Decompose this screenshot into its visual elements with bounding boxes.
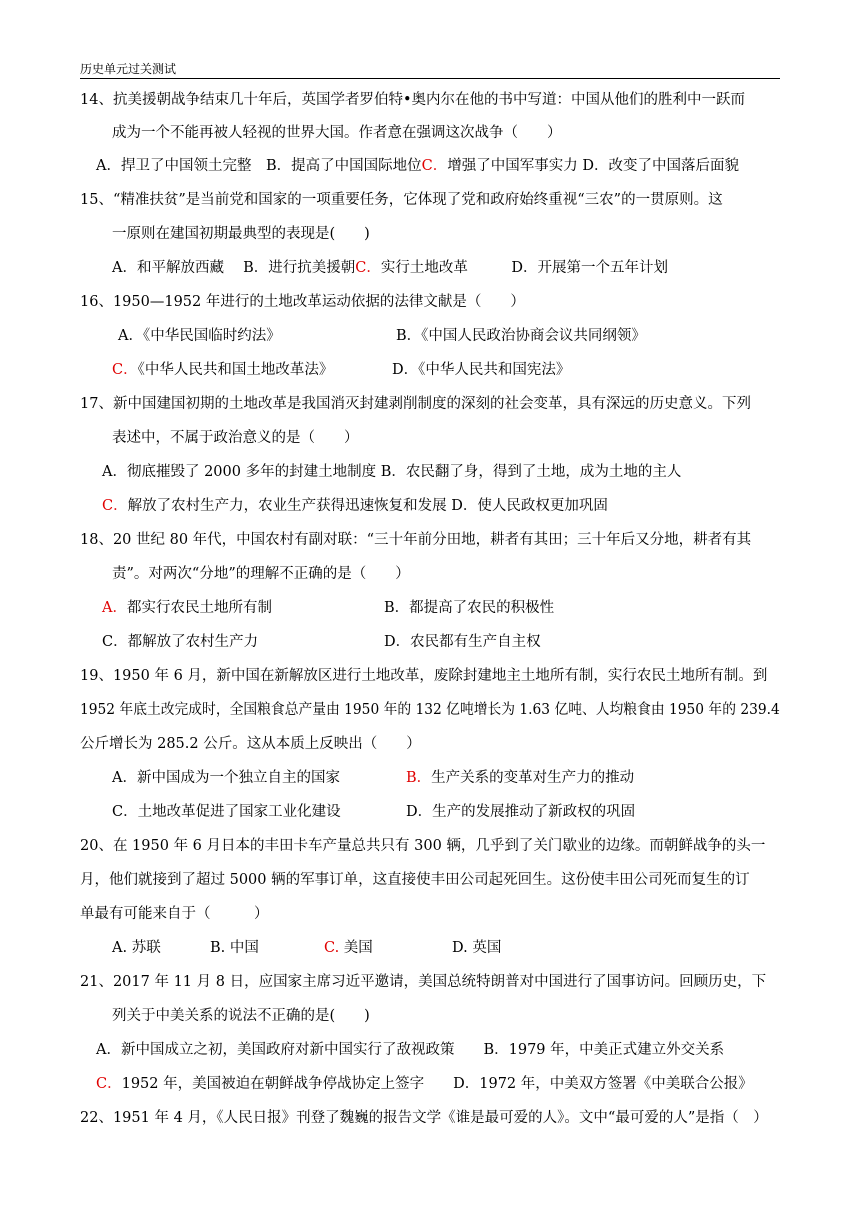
q16-stem: 16、1950—1952 年进行的土地改革运动依据的法律文献是（ ）: [80, 294, 525, 310]
page-header-title: 历史单元过关测试: [80, 62, 177, 76]
q18-option-d: D．农民都有生产自主权: [384, 634, 541, 650]
q15-options: [112, 258, 668, 278]
q20-option-a: A. 苏联: [112, 940, 161, 956]
q20-answer-letter: C.: [324, 940, 340, 956]
q15-options-cd: 实行土地改革 D．开展第一个五年计划: [380, 260, 668, 276]
q17-stem-line-1: 17、新中国建国初期的土地改革是我国消灭封建剥削制度的深刻的社会变革，具有深远的历史意义。下列: [80, 396, 751, 412]
q21-options-ab: A．新中国成立之初，美国政府对新中国实行了敌视政策 B．1979 年，中美正式建立外交关系: [96, 1042, 725, 1058]
q18-option-b: B．都提高了农民的积极性: [384, 600, 555, 616]
q19-stem-line-1: 19、1950 年 6 月，新中国在新解放区进行土地改革，废除封建地主土地所有制，实行农民土地所有制。到: [80, 668, 768, 684]
q14-answer-letter: C．: [421, 158, 448, 174]
q15-answer-letter: C．: [355, 260, 381, 276]
q16-option-d: D．《中华人民共和国宪法》: [392, 362, 571, 378]
q19-option-c: C．土地改革促进了国家工业化建设: [112, 804, 341, 820]
q16-answer-letter: C．: [112, 362, 138, 378]
q19-option-a: A．新中国成为一个独立自主的国家: [112, 770, 340, 786]
q21-stem-line-2: 列关于中美关系的说法不正确的是( ): [112, 1008, 370, 1024]
q14-options: [96, 156, 739, 176]
q20-option-c: [324, 938, 373, 958]
q21-stem-line-1: 21、2017 年 11 月 8 日，应国家主席习近平邀请，美国总统特朗普对中国进行了国事访问。回顾历史，下: [80, 974, 767, 990]
q21-options-cd-text: 1952 年，美国被迫在朝鲜战争停战协定上签字 D．1972 年，中美双方签署《中美联合公报》: [121, 1076, 753, 1092]
q20-option-c-text: 美国: [339, 940, 373, 956]
q17-stem-line-2: 表述中，不属于政治意义的是（ ）: [112, 430, 359, 446]
q19-option-b-text: 生产关系的变革对生产力的推动: [431, 770, 635, 786]
q16-option-a: A．《中华民国临时约法》: [118, 328, 281, 344]
q17-answer-letter: C．: [102, 498, 128, 514]
q21-options-cd: [96, 1074, 753, 1094]
q18-answer-letter: A．: [102, 600, 127, 616]
header-divider: [80, 78, 780, 79]
q21-answer-letter: C．: [96, 1076, 122, 1092]
q14-stem-line-2: 成为一个不能再被人轻视的世界大国。作者意在强调这次战争（ ）: [112, 125, 562, 141]
q14-options-cd: 增强了中国军事实力 D．改变了中国落后面貌: [447, 158, 739, 174]
q17-options-cd-text: 解放了农村生产力，农业生产获得迅速恢复和发展 D．使人民政权更加巩固: [127, 498, 608, 514]
q18-stem-line-1: 18、20 世纪 80 年代，中国农村有副对联：“三十年前分田地，耕者有其田；三十年后又分地，耕者有其: [80, 532, 752, 548]
q20-stem-line-2: 月，他们就接到了超过 5000 辆的军事订单，这直接使丰田公司起死回生。这份使丰田公司死而复生的订: [80, 872, 750, 888]
q14-stem-line-1: 14、抗美援朝战争结束几十年后，英国学者罗伯特•奥内尔在他的书中写道：中国从他们的胜利中一跃而: [80, 92, 745, 108]
q15-stem-line-1: 15、“精准扶贫”是当前党和国家的一项重要任务，它体现了党和政府始终重视“三农”的一贯原则。这: [80, 192, 723, 208]
q20-option-b: B. 中国: [210, 940, 259, 956]
q18-option-a: [102, 598, 272, 618]
q14-options-ab: A．捍卫了中国领土完整 B．提高了中国国际地位: [96, 158, 422, 174]
q20-stem-line-3: 单最有可能来自于（ ）: [80, 906, 269, 922]
q16-option-b: B．《中国人民政治协商会议共同纲领》: [396, 328, 646, 344]
q22-stem: 22、1951 年 4 月，《人民日报》刊登了魏巍的报告文学《谁是最可爱的人》。文中“最可爱的人”是指（ ）: [80, 1110, 768, 1126]
q19-answer-letter: B．: [406, 770, 432, 786]
q19-option-d: D．生产的发展推动了新政权的巩固: [406, 804, 636, 820]
q16-option-c: [112, 360, 333, 380]
q15-options-ab: A．和平解放西藏 B．进行抗美援朝: [112, 260, 356, 276]
q18-option-a-text: 都实行农民土地所有制: [126, 600, 272, 616]
q20-stem-line-1: 20、在 1950 年 6 月日本的丰田卡车产量总共只有 300 辆，几乎到了关门歇业的边缘。而朝鲜战争的头一: [80, 838, 766, 854]
q19-stem-line-3: 公斤增长为 285.2 公斤。这从本质上反映出（ ）: [80, 736, 421, 752]
q15-stem-line-2: 一原则在建国初期最典型的表现是( ): [112, 226, 370, 242]
q20-option-d: D. 英国: [452, 940, 502, 956]
q19-stem-line-2: 1952 年底土改完成时，全国粮食总产量由 1950 年的 132 亿吨增长为 1.63 亿吨、人均粮食由 1950 年的 239.4: [80, 702, 780, 718]
q16-option-c-text: 《中华人民共和国土地改革法》: [137, 362, 334, 378]
q19-option-b: [406, 768, 634, 788]
q18-option-c: C．都解放了农村生产力: [102, 634, 259, 650]
q17-options-cd: [102, 496, 608, 516]
q18-stem-line-2: 责”。对两次“分地”的理解不正确的是（ ）: [112, 566, 410, 582]
q17-options-ab: A．彻底摧毁了 2000 多年的封建土地制度 B．农民翻了身，得到了土地，成为土地的主人: [102, 464, 682, 480]
